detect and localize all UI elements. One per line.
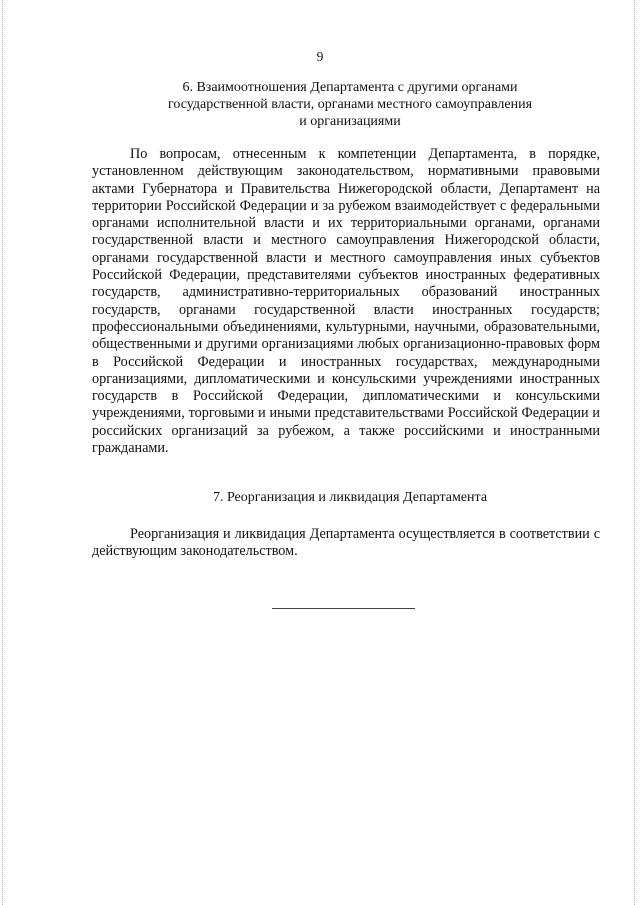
page-number: 9 (316, 49, 324, 64)
closing-divider (272, 608, 415, 609)
section-7-paragraph: Реорганизация и ликвидация Департамента осуществляется в соответствии с действующим законодательством. (92, 526, 600, 560)
scan-right-edge (634, 0, 636, 905)
section-6-heading-line-2: государственной власти, органами местного самоуправления (167, 97, 533, 112)
section-6-heading-line-3: и организациями (299, 114, 401, 129)
section-6-heading-line-1: 6. Взаимоотношения Департамента с другими органами (182, 80, 518, 95)
section-7-heading: 7. Реорганизация и ликвидация Департамента (212, 490, 488, 505)
section-6-paragraph: По вопросам, отнесенным к компетенции Департамента, в порядке, установленном действующим законодательством, нормативными правовыми актами Губернатора и Правительства Нижегородской области, Департамент на территории Российской Федерации и за рубежом взаимодействует с федеральными органами исполнительной власти и их территориальными органами, органами государственной власти и местного самоуправления Нижегородской области, органами государственной власти и местного самоуправления иных субъектов Российской Федерации, представителями субъектов иностранных федеративных государств, административно-территориальных образований иностранных государств, органами государственной власти иностранных государств; профессиональными объединениями, культурными, научными, образовательными, общественными и другими организациями любых организационно-правовых форм в Российской Федерации и иностранных государствах, международными организациями, дипломатическими и консульскими учреждениями иностранных государств в Российской Федерации, дипломатическими и консульскими учреждениями, торговыми и иными представительствами Российской Федерации и российских организаций за рубежом, а также российскими и иностранными гражданами. (92, 146, 600, 457)
section-6-heading (80, 79, 620, 130)
scan-left-edge (2, 0, 4, 905)
